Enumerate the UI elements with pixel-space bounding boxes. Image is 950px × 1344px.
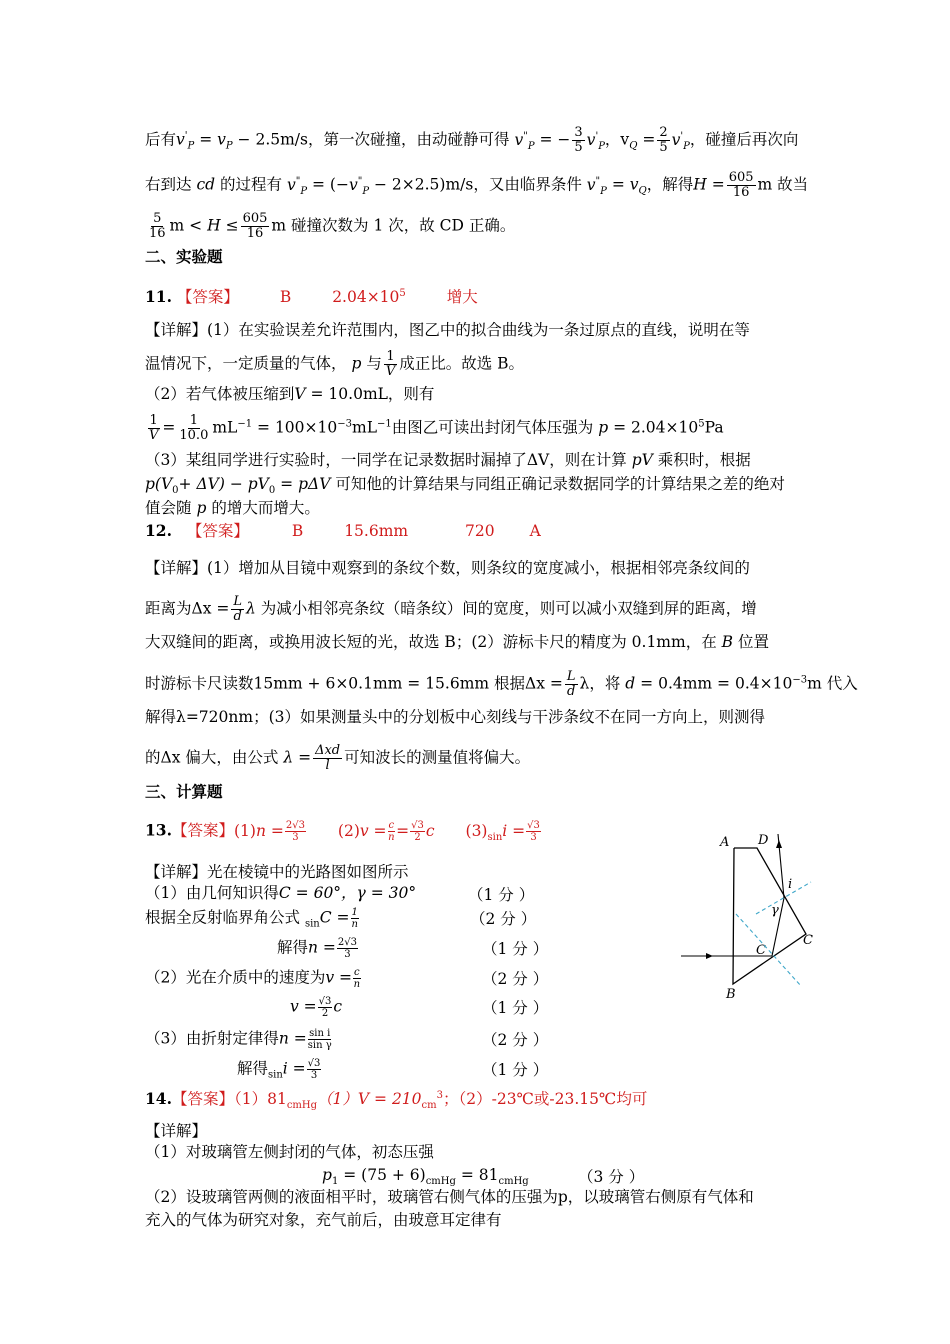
text-line: 【详解】(1）在实验误差允许范围内，图乙中的拟合曲线为一条过原点的直线，说明在等 xyxy=(145,321,750,339)
text: = xyxy=(162,418,176,437)
expr: λ = xyxy=(283,748,312,767)
answer-exp: 5 xyxy=(399,288,406,299)
prism-diagram xyxy=(676,826,826,1006)
text: 解得 xyxy=(277,938,309,957)
text-line xyxy=(145,907,360,935)
text: = xyxy=(711,175,725,194)
text: 的过程有 xyxy=(220,175,283,194)
var: $v^"_P$ xyxy=(586,175,607,197)
expr: i = xyxy=(282,1059,306,1078)
answer-line xyxy=(145,521,541,541)
fraction xyxy=(353,967,361,990)
text: （3）由折射定律得 xyxy=(145,1029,279,1048)
fraction xyxy=(285,820,306,843)
num: √3 xyxy=(318,996,332,1007)
var: λ xyxy=(246,599,256,618)
text: 时游标卡尺读数15mm + 6×0.1mm = 15.6mm 根据Δx = xyxy=(145,674,563,693)
text: = xyxy=(642,130,656,149)
text-line xyxy=(145,744,530,773)
fraction xyxy=(147,212,168,241)
score: （1 分 ） xyxy=(482,1061,549,1079)
answer-line xyxy=(145,284,478,307)
exp: −1 xyxy=(237,418,253,430)
den: 3 xyxy=(292,832,299,843)
text: = 81 xyxy=(460,1166,499,1184)
text: 与 xyxy=(366,354,382,373)
den: l xyxy=(325,758,330,773)
exp: −1 xyxy=(377,418,392,430)
score: （2 分 ） xyxy=(482,970,549,988)
answer-value: 15.6mm xyxy=(344,522,409,540)
unit: mL xyxy=(352,418,377,437)
num: 1 xyxy=(351,907,358,918)
text: ，解得 xyxy=(646,175,694,194)
text-line: （2）设玻璃管两侧的液面相平时，玻璃管右侧气体的压强为p，以玻璃管右侧原有气体和 xyxy=(145,1188,754,1206)
fraction xyxy=(565,670,578,699)
text: （2）光在介质中的速度为 xyxy=(145,968,326,987)
text: = xyxy=(396,821,410,840)
text-line xyxy=(145,632,769,652)
question-number: 14. xyxy=(145,1089,172,1109)
text: = (75 + 6) xyxy=(343,1166,426,1184)
answer-tag: 【答案】 xyxy=(171,1090,234,1109)
den: sin γ xyxy=(307,1040,332,1051)
text-line: 【详解】光在棱镜中的光路图如图所示 xyxy=(145,863,409,881)
num: c xyxy=(388,820,395,831)
answer-value xyxy=(233,820,307,843)
fraction xyxy=(727,171,756,200)
unit: cm xyxy=(421,1100,437,1112)
var: p xyxy=(351,354,362,373)
exp: −3 xyxy=(792,674,808,686)
text: 距离为Δx = xyxy=(145,599,230,618)
answer-line xyxy=(145,1086,647,1116)
den: 5 xyxy=(574,140,583,155)
den: 5 xyxy=(659,140,668,155)
text: （1）由几何知识得 xyxy=(145,884,279,902)
var: $v'_P$ xyxy=(586,130,605,152)
sub: 0 xyxy=(172,485,179,497)
func: sin xyxy=(268,1069,283,1081)
text-line: 后有$v'_P = v_P - 2.5m/s$，第一次碰撞，由动碰静可得 $v^"_P$ = − $\frac{3}{5}$ $v'_P$，$v_Q$ = $\frac{2}{5}$ $v'_P$，碰撞后再次向 xyxy=(145,125,799,155)
var: cd xyxy=(196,175,216,194)
text-line xyxy=(145,414,724,443)
num: 5 xyxy=(153,211,162,226)
answer-tag: 【答案】 xyxy=(186,522,249,540)
var: $v^"_P$ xyxy=(286,175,308,197)
den: 10.0 xyxy=(179,428,209,443)
text: 乘积时，根据 xyxy=(657,451,751,469)
answer-value: ；（2）-23℃或-23.15℃均可 xyxy=(443,1090,648,1109)
answer-value xyxy=(233,1090,318,1112)
label-C-angle: C xyxy=(756,943,766,958)
arrow-head xyxy=(706,953,713,959)
section-heading: 三、计算题 xyxy=(145,782,223,801)
text: m 代入 xyxy=(807,674,858,693)
label-D: D xyxy=(758,833,769,848)
text: 为减小相邻亮条纹（暗条纹）间的宽度，则可以减小双缝到屏的距离，增 xyxy=(260,599,757,618)
fraction xyxy=(526,820,541,843)
text-line xyxy=(145,212,515,241)
text: ≤ xyxy=(225,216,239,235)
text: 由图乙可读出封闭气体压强为 xyxy=(391,418,594,437)
score: （2 分 ） xyxy=(482,1031,549,1049)
sub: P xyxy=(225,140,233,152)
var: v xyxy=(176,130,185,149)
num: 1 xyxy=(189,413,198,428)
num: L xyxy=(233,594,242,609)
num: 2√3 xyxy=(285,820,305,831)
expr: C = xyxy=(319,908,350,927)
arrow-head xyxy=(776,840,782,848)
text: = 10.0mL，则有 xyxy=(310,385,435,403)
expr: + ΔV) − pV xyxy=(178,475,269,493)
text: 值会随 xyxy=(145,499,192,517)
answer-value xyxy=(332,288,406,306)
exp: 3 xyxy=(436,1090,443,1101)
fraction xyxy=(313,744,342,773)
fraction xyxy=(572,126,584,155)
expr: n = xyxy=(308,938,336,957)
expr: n = xyxy=(278,1029,307,1048)
value: （1）81 xyxy=(233,1090,287,1109)
num: 2 xyxy=(659,125,668,140)
text: 位置 xyxy=(737,633,769,651)
var: H xyxy=(207,216,221,235)
expr: v = xyxy=(325,968,353,987)
den: 2 xyxy=(414,832,421,843)
answer-tag: 【答案】 xyxy=(176,288,239,307)
text-line xyxy=(145,384,434,404)
text: = 2.04×10 xyxy=(613,418,699,437)
func: sin xyxy=(304,918,320,930)
text: 大双缝间的距离，或换用波长短的光，故选 B；(2）游标卡尺的精度为 0.1mm，在 xyxy=(145,633,717,651)
value: （1）V = 210 xyxy=(317,1090,422,1109)
num: 605 xyxy=(242,211,268,226)
expr: = v xyxy=(199,130,226,149)
unit: mL xyxy=(212,418,238,437)
den: 16 xyxy=(149,226,166,241)
answer-value: 增大 xyxy=(446,288,478,307)
num: Δxd xyxy=(315,743,341,758)
text: 解得 xyxy=(237,1059,269,1078)
var: $v^"_P$ xyxy=(514,130,535,152)
answer-value xyxy=(465,820,542,843)
sub: P xyxy=(187,140,195,152)
score: （1 分 ） xyxy=(468,886,535,904)
text: λ，将 xyxy=(579,674,621,693)
text-line xyxy=(145,1028,333,1051)
var: pV xyxy=(631,451,653,469)
expr: = v xyxy=(611,175,639,194)
answer-line xyxy=(145,820,542,848)
text-line xyxy=(145,350,524,379)
label: (1) xyxy=(233,821,256,840)
section-heading: 二、实验题 xyxy=(145,247,223,266)
text-line xyxy=(277,937,359,960)
text: 可知波长的测量值将偏大。 xyxy=(344,748,531,767)
den: d xyxy=(567,684,576,699)
unit: cmHg xyxy=(498,1176,529,1188)
label-B: B xyxy=(726,987,736,1002)
num: sin i xyxy=(309,1028,331,1039)
num: √3 xyxy=(411,820,424,831)
text-line xyxy=(145,670,858,699)
den: n xyxy=(388,832,395,843)
expr: p(V xyxy=(145,475,173,493)
fraction xyxy=(337,937,358,960)
question-number: 12. xyxy=(145,521,172,540)
var: H xyxy=(693,175,707,194)
label: (3) xyxy=(465,821,488,840)
label: (2) xyxy=(337,821,360,840)
prism-outline xyxy=(733,848,806,984)
num: 605 xyxy=(728,170,754,185)
text: = 0.4mm = 0.4×10 xyxy=(640,674,793,693)
text-line xyxy=(145,498,320,518)
text: 的增大而增大。 xyxy=(211,499,320,517)
text-line xyxy=(145,883,416,903)
text: 温情况下，一定质量的气体， xyxy=(145,354,347,373)
text: 右到达 xyxy=(145,175,192,194)
text: 根据全反射临界角公式 xyxy=(145,908,301,927)
den: 3 xyxy=(530,832,537,843)
sub: Q xyxy=(629,140,638,152)
fraction xyxy=(307,1058,322,1081)
den: 3 xyxy=(310,1070,318,1081)
var: p xyxy=(196,499,207,517)
answer-value xyxy=(337,820,435,843)
var: d xyxy=(625,674,636,693)
den: n xyxy=(353,979,361,990)
text-line: 解得λ=720nm；(3）如果测量头中的分划板中心刻线与干涉条纹不在同一方向上，则测得 xyxy=(145,708,765,726)
text: （3）某组同学进行实验时，一同学在记录数据时漏掉了ΔV，则在计算 xyxy=(145,451,627,469)
den: 16 xyxy=(732,185,750,200)
score: （1 分 ） xyxy=(482,999,549,1017)
var: B xyxy=(721,633,734,651)
unit: Pa xyxy=(704,418,724,437)
text-line xyxy=(145,595,757,624)
text: − 2×2.5)m/s，又由临界条件 xyxy=(374,175,582,194)
question-number: 13. xyxy=(145,820,172,840)
text-line xyxy=(145,171,808,202)
text: ，v xyxy=(604,130,630,149)
num: 2√3 xyxy=(337,937,358,948)
sub: 0 xyxy=(268,485,276,497)
expr: i = xyxy=(502,821,526,840)
score: （2 分 ） xyxy=(470,910,537,928)
text: = 100×10 xyxy=(257,418,338,437)
question-number: 11. xyxy=(145,287,172,307)
sub: Q xyxy=(638,185,647,197)
answer-value: B xyxy=(291,522,304,540)
score: （1 分 ） xyxy=(482,940,549,958)
expr: n = xyxy=(255,821,284,840)
num: √3 xyxy=(307,1058,321,1069)
label-C: C xyxy=(803,933,813,948)
text-line: （1）对玻璃管左侧封闭的气体，初态压强 xyxy=(145,1143,434,1161)
exp: 5 xyxy=(698,418,705,430)
den: d xyxy=(233,609,242,624)
text: 可知他的计算结果与同组正确记录数据同学的计算结果之差的绝对 xyxy=(335,475,785,493)
text: 成正比。故选 B。 xyxy=(399,354,525,373)
answer-value: B xyxy=(279,288,292,307)
score: （3 分 ） xyxy=(578,1168,645,1186)
fraction xyxy=(231,595,244,624)
text: 后有 xyxy=(145,130,177,149)
expr: = pΔV xyxy=(280,475,331,493)
num: √3 xyxy=(527,820,540,831)
answer-base: 2.04×10 xyxy=(332,288,400,307)
text-line xyxy=(290,996,342,1019)
answer-value: A xyxy=(529,522,541,540)
fraction xyxy=(241,212,270,241)
fraction xyxy=(657,126,669,155)
den: 16 xyxy=(246,226,264,241)
answer-tag: 【答案】 xyxy=(171,821,234,840)
var: c xyxy=(333,997,343,1016)
expr: C = 60°，γ = 30° xyxy=(278,884,417,902)
text-line xyxy=(145,450,751,470)
den: V xyxy=(385,364,396,379)
text-line: 充入的气体为研究对象，充气前后，由玻意耳定律有 xyxy=(145,1211,502,1229)
num: c xyxy=(354,967,360,978)
sub: 1 xyxy=(331,1176,339,1188)
text: （2）若气体被压缩到 xyxy=(145,385,295,403)
exp: −3 xyxy=(337,418,352,430)
den: 3 xyxy=(344,949,351,960)
text: m < xyxy=(169,216,203,235)
text-line xyxy=(145,967,362,990)
den: V xyxy=(149,428,159,443)
answer-value: 720 xyxy=(465,522,495,540)
num: 1 xyxy=(386,349,395,364)
text-line: 【详解】 xyxy=(145,1122,208,1140)
expr: = (− xyxy=(312,175,349,194)
text: 的Δx 偏大，由公式 xyxy=(145,748,279,767)
den: n xyxy=(351,919,358,930)
var: c xyxy=(425,821,435,840)
text: − 2.5m/s，第一次碰撞，由动碰静可得 xyxy=(237,130,510,149)
num: L xyxy=(566,669,576,684)
label-i: i xyxy=(788,877,793,892)
expr: v = xyxy=(359,821,387,840)
text-line: 【详解】(1）增加从目镜中观察到的条纹个数，则条纹的宽度减小，根据相邻亮条纹间的 xyxy=(145,559,750,577)
unit: cmHg xyxy=(286,1100,318,1112)
var: $v'_P$ xyxy=(671,130,690,152)
fraction xyxy=(388,820,396,843)
unit: cmHg xyxy=(425,1176,456,1188)
func: sin xyxy=(487,831,503,843)
text: m 碰撞次数为 1 次，故 CD 正确。 xyxy=(271,216,516,235)
fraction xyxy=(318,996,333,1019)
var: $v^"_P$ xyxy=(348,175,370,197)
fraction xyxy=(410,820,425,843)
text-line xyxy=(237,1058,322,1086)
var: V xyxy=(294,385,306,403)
den: 2 xyxy=(321,1008,329,1019)
fraction xyxy=(351,907,359,930)
expr: = − xyxy=(539,130,571,149)
fraction xyxy=(308,1028,332,1051)
var: p xyxy=(598,418,609,437)
fraction xyxy=(147,414,160,443)
label-gamma: γ xyxy=(771,903,779,918)
fraction xyxy=(384,350,397,379)
expr: v = xyxy=(290,997,317,1016)
num: 1 xyxy=(149,413,158,428)
answer-value xyxy=(317,1090,443,1112)
var: p xyxy=(322,1166,332,1184)
text: m 故当 xyxy=(757,175,809,194)
label-A: A xyxy=(720,835,730,850)
text: ，碰撞后再次向 xyxy=(689,130,799,149)
fraction xyxy=(177,414,210,443)
num: 3 xyxy=(574,125,583,140)
